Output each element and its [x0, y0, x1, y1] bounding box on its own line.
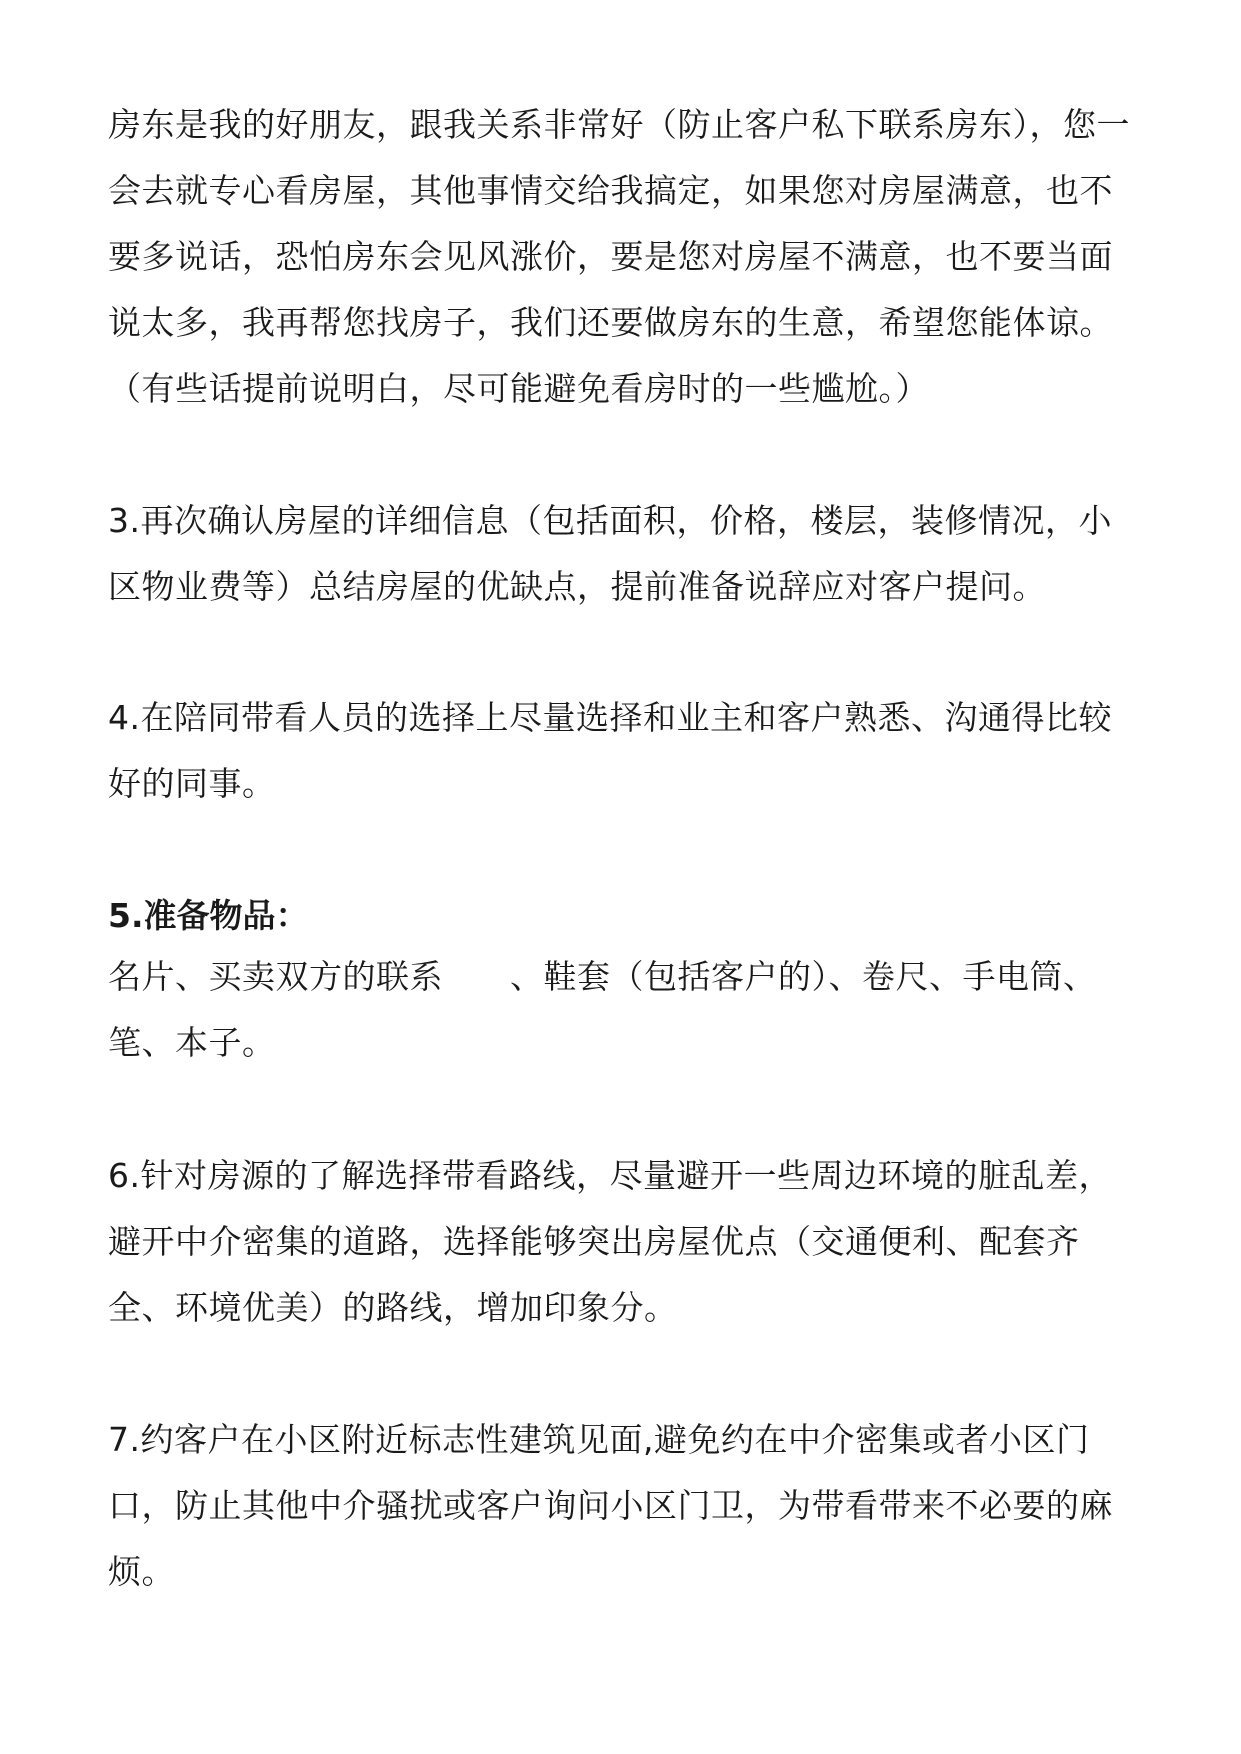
paragraph-landlord-note: 房东是我的好朋友，跟我关系非常好（防止客户私下联系房东），您一会去就专心看房屋，其他事情交给我搞定，如果您对房屋满意，也不要多说话，恐怕房东会见风涨价，要是您对房屋不满意，也不要当面说太多，我再帮您找房子，我们还要做房东的生意，希望您能体谅。（有些话提前说明白，尽可能避免看房时的一些尴尬。） — [108, 105, 1130, 408]
paragraph-item-7: 7.约客户在小区附近标志性建筑见面,避免约在中介密集或者小区门口，防止其他中介骚扰或客户询问小区门卫，为带看带来不必要的麻烦。 — [108, 1420, 1113, 1591]
paragraph-item-5: 名片、买卖双方的联系 、鞋套（包括客户的）、卷尺、手电筒、笔、本子。 — [108, 957, 1097, 1062]
heading-item-5: 5.准备物品： — [108, 896, 309, 935]
paragraph-item-3: 3.再次确认房屋的详细信息（包括面积，价格，楼层，装修情况，小区物业费等）总结房屋的优缺点，提前准备说辞应对客户提问。 — [108, 501, 1112, 606]
paragraph-item-6: 6.针对房源的了解选择带看路线，尽量避开一些周边环境的脏乱差，避开中介密集的道路，选择能够突出房屋优点（交通便利、配套齐全、环境优美）的路线，增加印象分。 — [108, 1156, 1112, 1327]
paragraph-item-4: 4.在陪同带看人员的选择上尽量选择和业主和客户熟悉、沟通得比较好的同事。 — [108, 698, 1112, 803]
